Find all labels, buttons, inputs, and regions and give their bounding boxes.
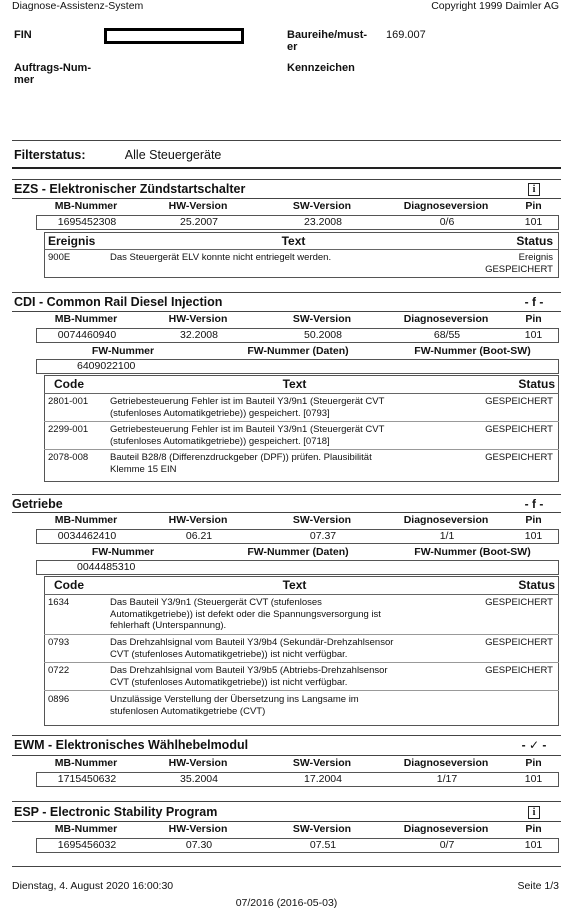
col-pin: Pin bbox=[525, 200, 542, 212]
ezs-flag bbox=[509, 181, 559, 196]
col-text: Text bbox=[282, 578, 307, 592]
col-hw: HW-Version bbox=[168, 823, 228, 835]
footer-page: Seite 1/3 bbox=[517, 880, 559, 892]
getriebe-faults-header bbox=[54, 578, 555, 592]
fault-row bbox=[48, 694, 553, 717]
sw-value: 50.2008 bbox=[304, 329, 342, 341]
esp-header-row bbox=[36, 823, 559, 835]
col-fw-daten: FW-Nummer (Daten) bbox=[247, 345, 349, 357]
hw-value: 06.21 bbox=[185, 530, 213, 542]
divider bbox=[44, 421, 559, 422]
cdi-title: CDI - Common Rail Diesel Injection bbox=[14, 295, 223, 309]
fault-status: GESPEICHERT bbox=[485, 637, 553, 648]
ezs-title: EZS - Elektronischer Zündstartschalter bbox=[14, 182, 246, 196]
footer-date: Dienstag, 4. August 2020 16:00:30 bbox=[12, 880, 174, 892]
sw-value: 07.37 bbox=[309, 530, 337, 542]
fault-code: 2801-001 bbox=[48, 396, 89, 407]
col-pin: Pin bbox=[525, 823, 542, 835]
col-mb: MB-Nummer bbox=[54, 514, 118, 526]
getriebe-flag: - f - bbox=[524, 497, 544, 511]
col-sw: SW-Version bbox=[292, 200, 352, 212]
col-hw: HW-Version bbox=[168, 757, 228, 769]
cdi-fw-values bbox=[36, 359, 559, 374]
fault-row bbox=[48, 637, 553, 660]
filter-value: Alle Steuergeräte bbox=[124, 148, 222, 162]
cdi-fw-header bbox=[36, 345, 559, 357]
col-hw: HW-Version bbox=[168, 200, 228, 212]
col-sw: SW-Version bbox=[292, 313, 352, 325]
cdi-header-row bbox=[36, 313, 559, 325]
col-text: Text bbox=[281, 234, 306, 248]
fw-value: 0044485310 bbox=[77, 561, 136, 573]
mb-value: 0034462410 bbox=[57, 530, 117, 542]
divider bbox=[12, 140, 561, 141]
col-pin: Pin bbox=[525, 313, 542, 325]
hw-value: 07.30 bbox=[185, 839, 213, 851]
divider bbox=[12, 821, 561, 822]
col-diag: Diagnoseversion bbox=[403, 200, 489, 212]
filter-label: Filterstatus: bbox=[14, 148, 86, 162]
divider bbox=[12, 512, 561, 513]
fault-text: Bauteil B28/8 (Differenzdruckgeber (DPF)) prüfen. Plausibilität Klemme 15 EIN bbox=[110, 452, 372, 475]
col-hw: HW-Version bbox=[168, 313, 228, 325]
mb-value: 1715450632 bbox=[57, 773, 117, 785]
col-hw: HW-Version bbox=[168, 514, 228, 526]
diag-value: 1/17 bbox=[436, 773, 458, 785]
col-mb: MB-Nummer bbox=[54, 823, 118, 835]
divider bbox=[44, 393, 559, 394]
ezs-values-row bbox=[36, 215, 559, 230]
mb-value: 1695456032 bbox=[57, 839, 117, 851]
esp-values-row bbox=[36, 838, 559, 853]
fault-status: GESPEICHERT bbox=[485, 452, 553, 463]
fault-row bbox=[48, 396, 553, 419]
ezs-events-header bbox=[48, 234, 559, 248]
col-code: Code bbox=[54, 578, 84, 592]
col-code: Code bbox=[54, 377, 84, 391]
col-mb: MB-Nummer bbox=[54, 757, 118, 769]
hw-value: 35.2004 bbox=[180, 773, 218, 785]
divider bbox=[12, 311, 561, 312]
fault-code: 0896 bbox=[48, 694, 70, 705]
col-status: Status bbox=[516, 234, 553, 248]
esp-flag bbox=[509, 804, 559, 819]
col-pin: Pin bbox=[525, 514, 542, 526]
divider bbox=[44, 634, 559, 635]
event-text: Das Steuergerät ELV konnte nicht entriegelt werden. bbox=[110, 252, 332, 263]
top-line bbox=[12, 0, 559, 14]
sw-value: 17.2004 bbox=[304, 773, 342, 785]
footer-version: 07/2016 (2016-05-03) bbox=[235, 897, 338, 909]
fault-status: GESPEICHERT bbox=[485, 665, 553, 676]
col-fw: FW-Nummer bbox=[91, 345, 155, 357]
diag-value: 1/1 bbox=[439, 530, 455, 542]
ewm-title: EWM - Elektronisches Wählhebelmodul bbox=[14, 738, 249, 752]
getriebe-fw-values bbox=[36, 560, 559, 575]
pin-value: 101 bbox=[524, 773, 543, 785]
divider bbox=[12, 292, 561, 293]
filter-status bbox=[14, 148, 221, 162]
divider bbox=[12, 167, 561, 169]
hw-value: 32.2008 bbox=[180, 329, 218, 341]
col-fw-daten: FW-Nummer (Daten) bbox=[247, 546, 349, 558]
col-fw-boot: FW-Nummer (Boot-SW) bbox=[414, 345, 531, 357]
col-pin: Pin bbox=[525, 757, 542, 769]
fault-text: Unzulässige Verstellung der Übersetzung ins Langsame im stufenlosen Automatikgetriebe (CVT) bbox=[110, 694, 359, 717]
divider bbox=[44, 690, 559, 691]
col-text: Text bbox=[282, 377, 307, 391]
info-icon: i bbox=[528, 183, 540, 196]
col-fw-boot: FW-Nummer (Boot-SW) bbox=[414, 546, 531, 558]
divider bbox=[44, 249, 559, 250]
fin-label: FIN bbox=[14, 29, 32, 41]
fault-text: Das Drehzahlsignal vom Bauteil Y3/9b4 (Sekundär-Drehzahlsensor CVT (stufenloses Automatikgetriebe)) ist nicht verfügbar. bbox=[110, 637, 394, 660]
fault-status: GESPEICHERT bbox=[485, 597, 553, 608]
cdi-faults-header bbox=[54, 377, 555, 391]
fault-status bbox=[471, 694, 553, 717]
getriebe-values-row bbox=[36, 529, 559, 544]
kennzeichen-label: Kennzeichen bbox=[287, 62, 355, 74]
col-mb: MB-Nummer bbox=[54, 313, 118, 325]
col-sw: SW-Version bbox=[292, 757, 352, 769]
mb-value: 0074460940 bbox=[57, 329, 117, 341]
pin-value: 101 bbox=[524, 216, 543, 228]
diag-value: 0/6 bbox=[439, 216, 455, 228]
pin-value: 101 bbox=[524, 329, 543, 341]
auftragsnummer-label: Auftrags-Num- mer bbox=[14, 62, 91, 86]
col-sw: SW-Version bbox=[292, 514, 352, 526]
col-sw: SW-Version bbox=[292, 823, 352, 835]
fault-text: Getriebesteuerung Fehler ist im Bauteil Y3/9n1 (Steuergerät CVT (stufenloses Automatikgetriebe)) gespeichert. [0718] bbox=[110, 424, 385, 447]
divider bbox=[12, 494, 561, 495]
col-mb: MB-Nummer bbox=[54, 200, 118, 212]
sw-value: 23.2008 bbox=[304, 216, 342, 228]
baureihe-value: 169.007 bbox=[386, 29, 426, 41]
diag-value: 68/55 bbox=[433, 329, 461, 341]
copyright: Copyright 1999 Daimler AG bbox=[431, 0, 559, 12]
event-code: 900E bbox=[48, 252, 71, 263]
fault-row bbox=[48, 424, 553, 447]
mb-value: 1695452308 bbox=[57, 216, 117, 228]
fault-row bbox=[48, 452, 553, 475]
col-ereignis: Ereignis bbox=[48, 234, 96, 248]
fw-value: 6409022100 bbox=[77, 360, 136, 372]
fault-row bbox=[48, 665, 553, 688]
fault-code: 0793 bbox=[48, 637, 70, 648]
divider bbox=[12, 179, 561, 180]
ewm-values-row bbox=[36, 772, 559, 787]
col-diag: Diagnoseversion bbox=[403, 313, 489, 325]
divider bbox=[12, 198, 561, 199]
fault-code: 2078-008 bbox=[48, 452, 89, 463]
col-diag: Diagnoseversion bbox=[403, 823, 489, 835]
baureihe-label: Baureihe/must- er bbox=[287, 29, 368, 53]
cdi-flag: - f - bbox=[524, 295, 544, 309]
fault-text: Das Bauteil Y3/9n1 (Steuergerät CVT (stufenloses Automatikgetriebe)) ist defekt oder die Spannungsversorgung ist fehlerhaft (Unterspannung). bbox=[110, 597, 381, 631]
pin-value: 101 bbox=[524, 530, 543, 542]
fault-text: Getriebesteuerung Fehler ist im Bauteil Y3/9n1 (Steuergerät CVT (stufenloses Automatikgetriebe)) gespeichert. [0793] bbox=[110, 396, 385, 419]
fault-code: 0722 bbox=[48, 665, 70, 676]
ezs-header-row bbox=[36, 200, 559, 212]
fault-text: Das Drehzahlsignal vom Bauteil Y3/9b5 (Abtriebs-Drehzahlsensor CVT (stufenloses Automatikgetriebe)) ist nicht verfügbar. bbox=[110, 665, 388, 688]
col-status: Status bbox=[518, 578, 555, 592]
col-diag: Diagnoseversion bbox=[403, 514, 489, 526]
divider bbox=[12, 755, 561, 756]
fault-status: GESPEICHERT bbox=[485, 424, 553, 435]
sw-value: 07.51 bbox=[309, 839, 337, 851]
getriebe-title: Getriebe bbox=[12, 497, 63, 511]
col-fw: FW-Nummer bbox=[91, 546, 155, 558]
app-title: Diagnose-Assistenz-System bbox=[12, 0, 144, 12]
col-status: Status bbox=[518, 377, 555, 391]
divider bbox=[44, 594, 559, 595]
divider bbox=[44, 662, 559, 663]
event-row bbox=[48, 252, 553, 275]
divider bbox=[12, 735, 561, 736]
cdi-values-row bbox=[36, 328, 559, 343]
divider bbox=[44, 449, 559, 450]
divider bbox=[12, 801, 561, 802]
ewm-flag: - ✓ - bbox=[521, 738, 547, 752]
pin-value: 101 bbox=[524, 839, 543, 851]
esp-title: ESP - Electronic Stability Program bbox=[14, 805, 218, 819]
info-icon: i bbox=[528, 806, 540, 819]
diag-value: 0/7 bbox=[439, 839, 455, 851]
fault-code: 1634 bbox=[48, 597, 70, 608]
divider bbox=[12, 866, 561, 867]
fault-row bbox=[48, 597, 553, 632]
fault-code: 2299-001 bbox=[48, 424, 89, 435]
getriebe-header-row bbox=[36, 514, 559, 526]
col-diag: Diagnoseversion bbox=[403, 757, 489, 769]
event-status: Ereignis GESPEICHERT bbox=[485, 252, 553, 275]
fin-redaction-box bbox=[104, 28, 244, 44]
hw-value: 25.2007 bbox=[180, 216, 218, 228]
fault-status: GESPEICHERT bbox=[485, 396, 553, 407]
getriebe-fw-header bbox=[36, 546, 559, 558]
ewm-header-row bbox=[36, 757, 559, 769]
